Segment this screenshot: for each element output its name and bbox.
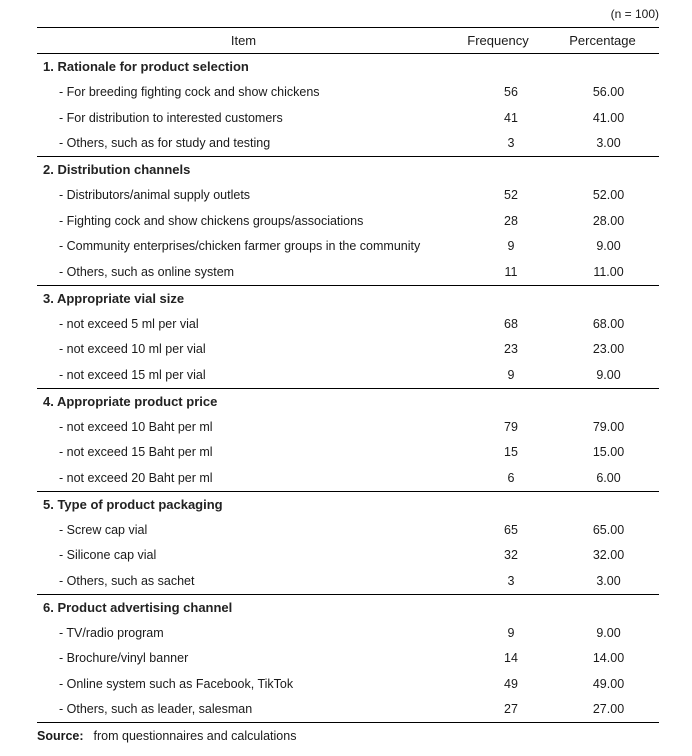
row-percentage: 52.00: [592, 188, 625, 203]
table-row: [37, 543, 659, 569]
table-section: [37, 595, 659, 723]
row-percentage: 32.00: [592, 548, 625, 563]
row-percentage: 65.00: [592, 522, 625, 537]
row-frequency: 65: [504, 522, 518, 537]
table-row: [37, 362, 659, 388]
table-row: [37, 234, 659, 260]
source-note: [37, 729, 296, 743]
row-percentage: 28.00: [592, 213, 625, 228]
row-item: - not exceed 10 ml per vial: [59, 342, 206, 357]
row-item: - Brochure/vinyl banner: [59, 651, 189, 666]
row-frequency: 15: [504, 445, 518, 460]
row-frequency: 56: [504, 85, 518, 100]
row-frequency: 11: [504, 264, 518, 279]
row-frequency: 3: [507, 136, 515, 151]
row-frequency: 32: [504, 548, 518, 563]
row-percentage: 79.00: [592, 419, 625, 434]
table-row: [37, 414, 659, 440]
row-item: - not exceed 15 ml per vial: [59, 367, 206, 382]
row-frequency: 23: [504, 342, 518, 357]
table-row: [37, 311, 659, 337]
table-row: [37, 259, 659, 285]
row-frequency: 49: [504, 676, 518, 691]
row-percentage: 11.00: [593, 264, 624, 279]
row-frequency: 9: [507, 367, 515, 382]
row-frequency: 9: [507, 625, 515, 640]
table-row: [37, 105, 659, 131]
row-item: - Others, such as leader, salesman: [59, 702, 253, 717]
source-label: Source:: [37, 729, 84, 743]
row-item: - For distribution to interested customers: [59, 110, 283, 125]
table-row: [37, 465, 659, 491]
header-item: Item: [230, 33, 257, 48]
row-percentage: 9.00: [596, 239, 621, 254]
row-percentage: 23.00: [592, 342, 625, 357]
row-item: - Distributors/animal supply outlets: [59, 188, 251, 203]
row-frequency: 9: [507, 239, 515, 254]
row-percentage: 49.00: [592, 676, 625, 691]
row-frequency: 27: [504, 702, 518, 717]
table-header: [37, 28, 659, 54]
row-percentage: 56.00: [592, 85, 625, 100]
section-title: 3. Appropriate vial size: [43, 290, 185, 306]
table-section: [37, 389, 659, 492]
row-percentage: 15.00: [592, 445, 625, 460]
row-percentage: 3.00: [596, 136, 621, 151]
row-item: - Screw cap vial: [59, 522, 148, 537]
header-frequency: Frequency: [467, 33, 529, 48]
row-item: - Others, such as for study and testing: [59, 136, 271, 151]
row-frequency: 41: [504, 110, 518, 125]
table-row: [37, 131, 659, 157]
row-item: - Online system such as Facebook, TikTok: [59, 676, 294, 691]
row-item: - not exceed 15 Baht per ml: [59, 445, 213, 460]
table-section: [37, 286, 659, 389]
section-title: 6. Product advertising channel: [43, 599, 233, 615]
table-row: [37, 697, 659, 723]
row-item: - TV/radio program: [59, 625, 164, 640]
table-row: [37, 440, 659, 466]
table-section: [37, 157, 659, 286]
table-row: [37, 517, 659, 543]
row-item: - For breeding fighting cock and show chickens: [59, 85, 320, 100]
table-row: [37, 208, 659, 234]
row-frequency: 14: [504, 651, 518, 666]
section-title: 1. Rationale for product selection: [43, 59, 249, 74]
row-frequency: 79: [504, 419, 518, 434]
row-item: - Community enterprises/chicken farmer groups in the community: [59, 239, 421, 254]
table-row: [37, 568, 659, 594]
row-frequency: 52: [504, 188, 518, 203]
table-section: [37, 492, 659, 595]
table-row: [37, 620, 659, 646]
source-text: from questionnaires and calculations: [93, 729, 297, 743]
row-item: - not exceed 5 ml per vial: [59, 316, 199, 331]
row-frequency: 3: [507, 573, 515, 588]
row-item: - Others, such as online system: [59, 264, 235, 279]
header-percentage: Percentage: [569, 33, 636, 48]
row-frequency: 6: [507, 470, 515, 485]
row-percentage: 9.00: [596, 367, 621, 382]
row-item: - Fighting cock and show chickens groups/associations: [59, 213, 364, 228]
section-title: 4. Appropriate product price: [43, 393, 218, 409]
table-row: [37, 646, 659, 672]
survey-table: [37, 27, 659, 723]
row-frequency: 28: [504, 213, 518, 228]
table-body: [37, 54, 659, 722]
row-percentage: 68.00: [592, 316, 625, 331]
row-item: - Others, such as sachet: [59, 573, 195, 588]
table-row: [37, 80, 659, 106]
row-percentage: 27.00: [592, 702, 625, 717]
row-item: - not exceed 20 Baht per ml: [59, 470, 213, 485]
row-item: - not exceed 10 Baht per ml: [59, 419, 213, 434]
row-percentage: 9.00: [596, 625, 621, 640]
table-row: [37, 183, 659, 209]
row-percentage: 6.00: [596, 470, 621, 485]
table-row: [37, 337, 659, 363]
sample-size-note: (n = 100): [610, 7, 659, 21]
row-percentage: 14.00: [592, 651, 625, 666]
table-row: [37, 671, 659, 697]
row-percentage: 3.00: [596, 573, 621, 588]
row-item: - Silicone cap vial: [59, 548, 157, 563]
section-title: 5. Type of product packaging: [43, 496, 223, 512]
section-title: 2. Distribution channels: [43, 162, 191, 177]
row-frequency: 68: [504, 316, 518, 331]
row-percentage: 41.00: [592, 110, 625, 125]
table-section: [37, 54, 659, 157]
